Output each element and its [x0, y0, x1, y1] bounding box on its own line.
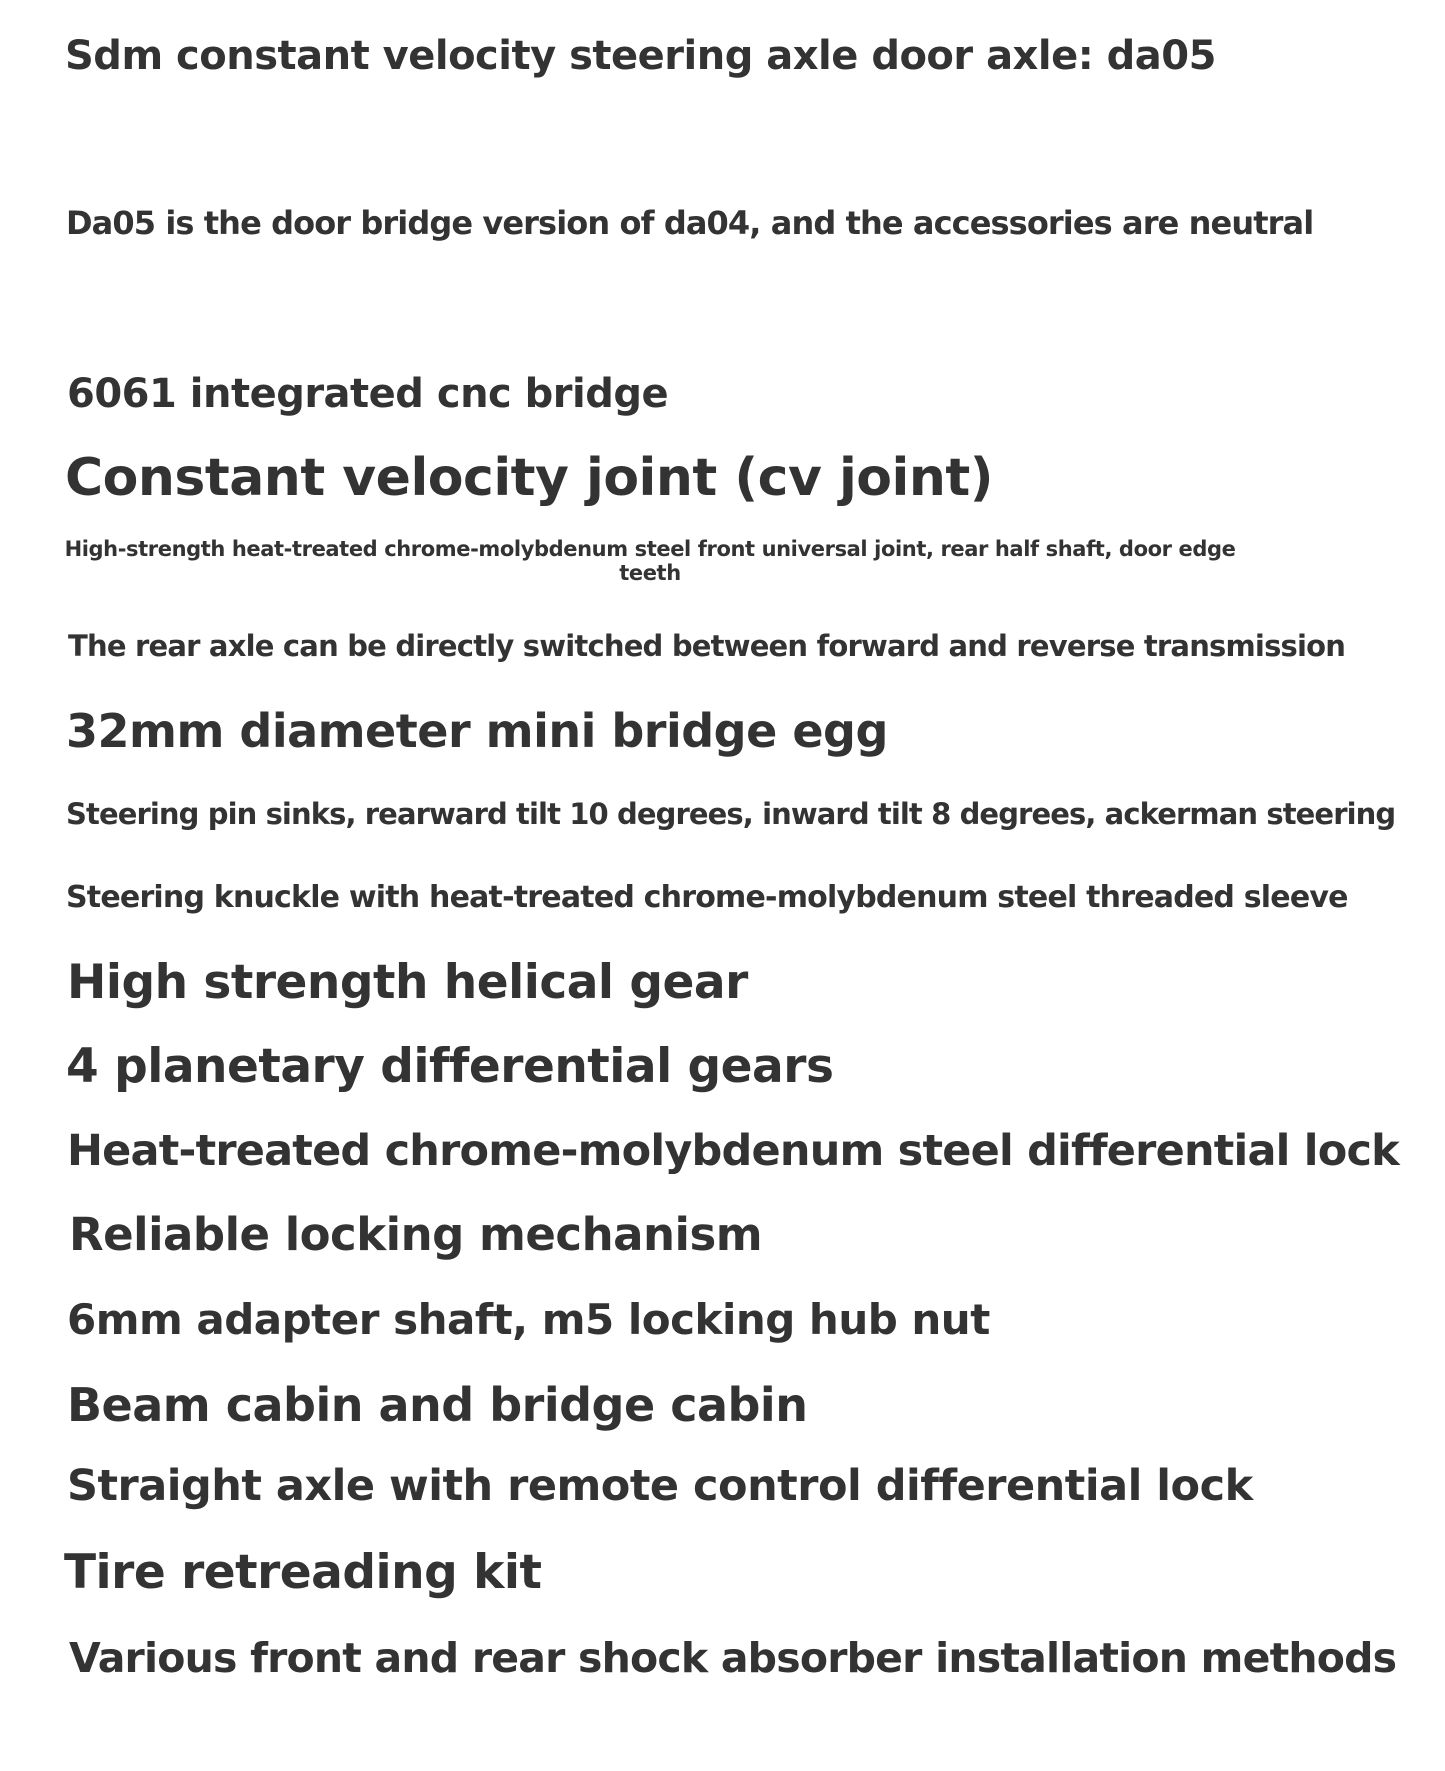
feature-shock-absorber: Various front and rear shock absorber installation methods: [69, 1634, 1397, 1682]
feature-steering-pin: Steering pin sinks, rearward tilt 10 degrees, inward tilt 8 degrees, ackerman steering: [66, 797, 1396, 831]
intro-text: Da05 is the door bridge version of da04, and the accessories are neutral: [66, 204, 1314, 242]
feature-locking-mechanism: Reliable locking mechanism: [69, 1208, 763, 1261]
feature-planetary-gears: 4 planetary differential gears: [66, 1039, 834, 1094]
feature-beam-cabin: Beam cabin and bridge cabin: [67, 1378, 808, 1432]
feature-remote-diff-lock: Straight axle with remote control differential lock: [67, 1461, 1253, 1511]
feature-cv-joint: Constant velocity joint (cv joint): [65, 448, 993, 508]
feature-bridge-egg: 32mm diameter mini bridge egg: [66, 704, 888, 758]
feature-tire-retreading: Tire retreading kit: [64, 1545, 542, 1600]
feature-adapter-shaft: 6mm adapter shaft, m5 locking hub nut: [67, 1295, 990, 1344]
feature-rear-axle-switch: The rear axle can be directly switched between forward and reverse transmission: [68, 629, 1346, 663]
feature-differential-lock: Heat-treated chrome-molybdenum steel differential lock: [67, 1126, 1399, 1176]
feature-cnc-bridge: 6061 integrated cnc bridge: [67, 371, 669, 417]
feature-universal-joint: High-strength heat-treated chrome-molybdenum steel front universal joint, rear half shaft, door edge teeth: [64, 537, 1236, 585]
feature-helical-gear: High strength helical gear: [67, 955, 748, 1010]
document-title: Sdm constant velocity steering axle door axle: da05: [65, 33, 1216, 79]
feature-steering-knuckle: Steering knuckle with heat-treated chrome-molybdenum steel threaded sleeve: [66, 880, 1348, 915]
